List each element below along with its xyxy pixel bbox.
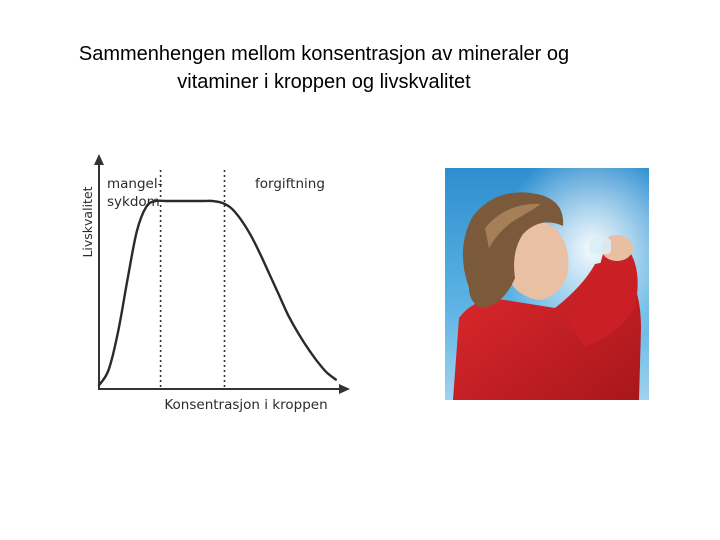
series-line <box>99 201 336 386</box>
x-axis-arrow <box>339 384 350 394</box>
annotation-deficiency <box>107 176 167 210</box>
annotation-toxicity <box>255 176 325 192</box>
annotation-deficiency-line-1: mangel- <box>107 176 163 192</box>
annotation-deficiency-line-2: sykdom <box>107 194 160 210</box>
slide-title <box>0 40 648 96</box>
photo-person-drinking <box>445 168 649 400</box>
photo-glass <box>589 238 611 254</box>
x-axis-label: Konsentrasjon i kroppen <box>164 397 328 413</box>
y-axis-arrow <box>94 154 104 165</box>
annotation-toxicity-line-1: forgiftning <box>255 176 325 192</box>
chart <box>70 148 360 420</box>
slide-title-line-1: Sammenhengen mellom konsentrasjon av mineraler og <box>78 43 570 65</box>
y-axis-label: Livskvalitet <box>80 186 95 258</box>
slide-title-line-2: vitaminer i kroppen og livskvalitet <box>177 71 471 93</box>
